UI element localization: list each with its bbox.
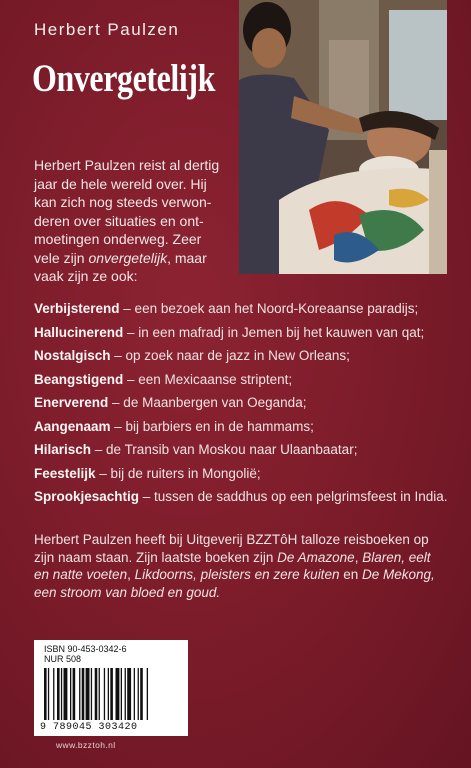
intro-line: kan zich nog steeds verwon-	[34, 194, 212, 210]
bio-text: ,	[354, 549, 363, 565]
item-term: Verbijsterend	[34, 301, 120, 316]
bio-line	[34, 566, 449, 584]
barcode-bar	[44, 668, 47, 720]
bio-line	[34, 549, 449, 567]
intro-text: vele zijn	[34, 249, 89, 266]
bio-line	[34, 584, 449, 602]
author-name: Herbert Paulzen	[34, 20, 180, 39]
barcode-bar	[138, 668, 139, 720]
list-item	[34, 391, 454, 415]
list-item	[34, 485, 454, 509]
barcode-bar	[95, 668, 98, 720]
intro-line: jaar de hele wereld over. Hij	[34, 175, 207, 192]
barcode-bar	[82, 668, 85, 720]
barcode-bar	[53, 668, 54, 720]
cover-photo-barber	[239, 0, 447, 274]
intro-line	[34, 249, 239, 268]
bio-book-title: een stroom van bloed en goud.	[34, 584, 221, 600]
list-item	[34, 368, 454, 392]
item-desc: – de Maanbergen van Oeganda;	[108, 395, 307, 410]
bio-book-title: en natte voeten	[34, 567, 128, 582]
item-term: Nostalgisch	[34, 348, 111, 363]
book-title: Onvergetelijk	[32, 57, 215, 100]
barcode-bar	[79, 668, 80, 720]
barcode-bar	[73, 668, 76, 720]
item-term: Beangstigend	[34, 371, 124, 387]
barcode-bar	[86, 668, 90, 720]
intro-line: Herbert Paulzen reist al dertig	[34, 157, 220, 173]
list-item	[34, 344, 454, 368]
bio-book-title: Blaren, eelt	[362, 549, 431, 565]
intro-line: deren over situaties en ont-	[34, 212, 204, 229]
author-bio-paragraph	[34, 531, 449, 601]
item-term: Feestelijk	[34, 465, 96, 481]
barcode-digits: 9 789045 303420	[40, 722, 138, 733]
item-term: Hilarisch	[34, 442, 92, 457]
intro-italic-title: onvergetelijk	[88, 249, 168, 266]
barcode-label	[34, 640, 188, 736]
barcode-bar	[70, 668, 71, 720]
barcode-bar	[147, 668, 148, 720]
bio-text: zijn naam staan. Zijn laatste boeken zijn	[34, 549, 278, 565]
list-item	[34, 438, 454, 462]
item-desc: – in een mafradj in Jemen bij het kauwen van qat;	[123, 324, 425, 340]
barcode-bar	[134, 668, 135, 720]
barcode-bar	[57, 668, 60, 720]
item-desc: – een bezoek aan het Noord-Koreaanse paradijs;	[119, 301, 419, 316]
barcode-bar	[140, 668, 143, 720]
item-term: Aangenaam	[34, 418, 111, 434]
barcode-bar	[116, 668, 120, 720]
barcode-bar	[64, 668, 68, 720]
barcode-bar	[99, 668, 100, 720]
list-item	[34, 297, 454, 321]
item-desc: – een Mexicaanse striptent;	[123, 371, 293, 387]
intro-text: , maar	[167, 249, 207, 266]
bio-text: en	[339, 567, 362, 582]
bio-text: ,	[127, 567, 135, 582]
experience-list	[34, 297, 454, 509]
bio-book-title: De Amazone	[277, 549, 355, 565]
publisher-website: www.bzztoh.nl	[56, 740, 116, 750]
isbn-number: ISBN 90-453-0342-6	[44, 644, 127, 654]
item-desc: – tussen de saddhus op een pelgrimsfeest in India.	[139, 489, 448, 504]
barcode-bar	[108, 668, 109, 720]
list-item	[34, 415, 454, 439]
intro-line: moetingen onderweg. Zeer	[34, 231, 202, 247]
barcode-bar	[110, 668, 113, 720]
item-desc: – op zoek naar de jazz in New Orleans;	[110, 348, 350, 363]
bio-book-title: Likdoorns, pleisters en zere kuiten	[134, 567, 340, 582]
item-term: Enerverend	[34, 395, 109, 410]
item-desc: – de Transib van Moskou naar Ulaanbaatar;	[91, 442, 358, 457]
item-desc: – bij de ruiters in Mongolië;	[95, 465, 261, 481]
barcode-bar	[125, 668, 126, 720]
barcode-bar	[127, 668, 131, 720]
barcode-bar	[48, 668, 49, 720]
barcode-bar	[121, 668, 122, 720]
barcode-bar	[91, 668, 92, 720]
list-item	[34, 321, 454, 345]
bio-book-title: De Mekong,	[362, 567, 435, 582]
list-item	[34, 462, 454, 486]
item-term: Sprookjesachtig	[34, 489, 140, 504]
item-term: Hallucinerend	[34, 324, 124, 340]
item-desc: – bij barbiers en in de hammams;	[110, 418, 314, 434]
barber-photo-illustration	[239, 0, 447, 274]
bio-line: Herbert Paulzen heeft bij Uitgeverij BZZTôH talloze reisboeken op	[34, 532, 429, 547]
intro-paragraph	[34, 156, 239, 286]
barcode-bar	[104, 668, 105, 720]
barcode-bar	[61, 668, 62, 720]
nur-code: NUR 508	[44, 654, 82, 664]
intro-line: vaak zijn ze ook:	[34, 268, 138, 284]
